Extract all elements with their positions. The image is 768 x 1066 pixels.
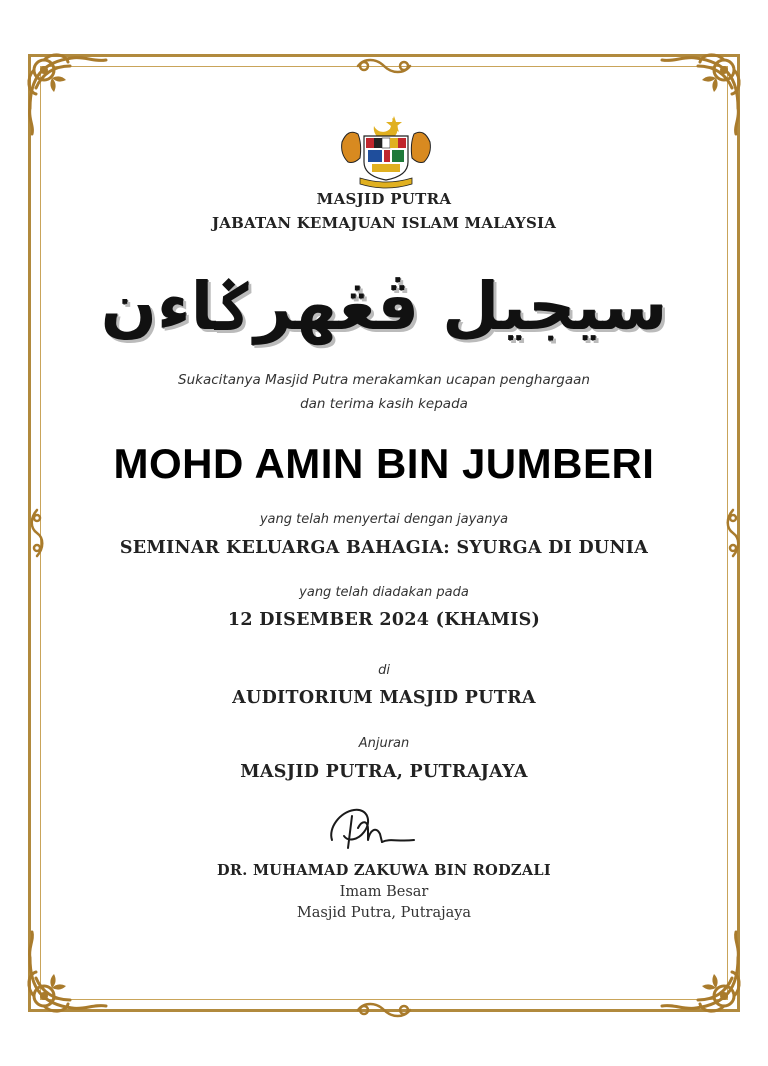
signatory-name: DR. MUHAMAD ZAKUWA BIN RODZALI bbox=[217, 862, 551, 879]
corner-ornament-icon bbox=[22, 48, 112, 138]
signatory-title: Imam Besar bbox=[339, 884, 429, 900]
corner-ornament-icon bbox=[656, 48, 746, 138]
malaysia-coat-of-arms-icon bbox=[334, 112, 438, 192]
intro-line-1: Sukacitanya Masjid Putra merakamkan ucapan penghargaan bbox=[178, 372, 590, 388]
event-date: 12 DISEMBER 2024 (KHAMIS) bbox=[227, 610, 541, 630]
intro-line-2: dan terima kasih kepada bbox=[300, 396, 468, 412]
event-venue: AUDITORIUM MASJID PUTRA bbox=[232, 688, 536, 708]
event-name: SEMINAR KELUARGA BAHAGIA: SYURGA DI DUNIA bbox=[119, 538, 649, 558]
scroll-ornament-icon bbox=[354, 56, 414, 76]
corner-ornament-icon bbox=[656, 928, 746, 1018]
scroll-ornament-icon bbox=[354, 1000, 414, 1020]
signature-image bbox=[318, 798, 428, 858]
participation-text: yang telah menyertai dengan jayanya bbox=[259, 512, 509, 527]
signatory-institution: Masjid Putra, Putrajaya bbox=[296, 905, 472, 921]
certificate-title-calligraphy: سيجيل ڤڠهرݢاءن bbox=[100, 268, 668, 345]
corner-ornament-icon bbox=[22, 928, 112, 1018]
organization-name: MASJID PUTRA bbox=[316, 190, 452, 208]
organizer-name: MASJID PUTRA, PUTRAJAYA bbox=[240, 762, 528, 782]
at-text: di bbox=[378, 663, 390, 678]
department-name: JABATAN KEMAJUAN ISLAM MALAYSIA bbox=[211, 214, 557, 232]
recipient-name: MOHD AMIN BIN JUMBERI bbox=[113, 440, 655, 487]
organizer-label: Anjuran bbox=[358, 736, 410, 751]
held-text: yang telah diadakan pada bbox=[299, 585, 469, 600]
